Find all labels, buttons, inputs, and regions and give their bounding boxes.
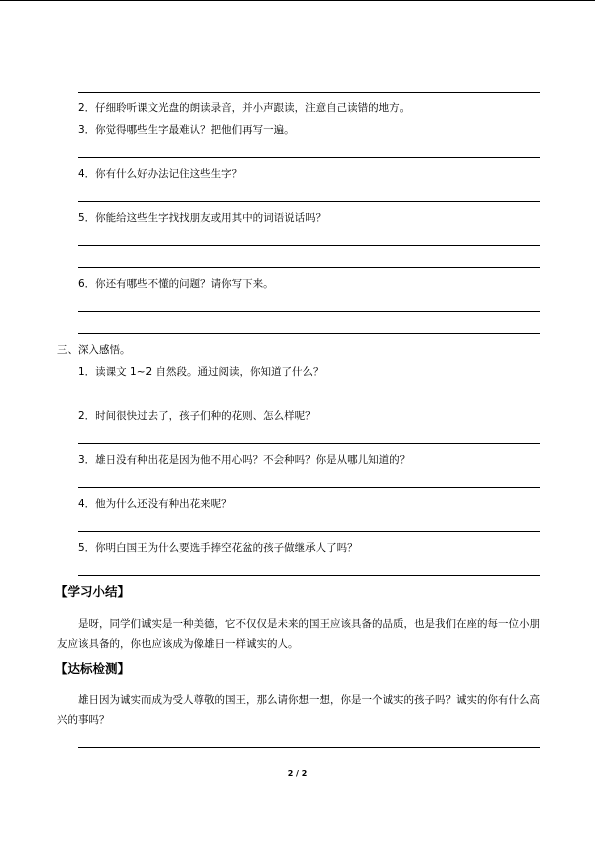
- section-3-item-5: 5．你明白国王为什么要选手捧空花盆的孩子做继承人了吗？: [78, 542, 358, 554]
- summary-heading: 【学习小结】: [55, 584, 131, 599]
- section-3-item-1: 1．读课文 1~2 自然段。通过阅读，你知道了什么？: [78, 366, 324, 378]
- section-3-item-2: 2．时间很快过去了，孩子们种的花则、怎么样呢？: [78, 410, 316, 422]
- question-3: 3．你觉得哪些生字最难认？把他们再写一遍。: [78, 124, 295, 136]
- section-3-item-3: 3．雄日没有种出花是因为他不用心吗？不会种吗？你是从哪儿知道的？: [78, 454, 411, 466]
- answer-line: [78, 575, 540, 576]
- answer-line: [78, 747, 540, 748]
- answer-line: [78, 201, 540, 202]
- answer-line: [78, 92, 540, 93]
- question-6: 6．你还有哪些不懂的问题？请你写下来。: [78, 278, 274, 290]
- answer-line: [78, 531, 540, 532]
- answer-line: [78, 487, 540, 488]
- page-number: 2 / 2: [287, 769, 308, 778]
- test-heading: 【达标检测】: [55, 661, 131, 676]
- section-3-title: 三、深入感悟。: [57, 344, 131, 356]
- answer-line: [78, 157, 540, 158]
- answer-line: [78, 333, 540, 334]
- answer-line: [78, 311, 540, 312]
- question-2: 2．仔细聆听课文光盘的朗读录音，并小声跟读，注意自己读错的地方。: [78, 102, 411, 114]
- question-4: 4．你有什么好办法记住这些生字？: [78, 168, 243, 180]
- test-paragraph: 雄日因为诚实而成为受人尊敬的国王，那么请你想一想，你是一个诚实的孩子吗？诚实的你有什么高兴的事吗？: [57, 694, 540, 726]
- section-3-item-4: 4．他为什么还没有种出花来呢？: [78, 498, 232, 510]
- answer-line: [78, 267, 540, 268]
- page-top-border: [0, 0, 595, 1]
- summary-paragraph: 是呀，同学们诚实是一种美德，它不仅仅是未来的国王应该具备的品质，也是我们在座的每一位小朋友应该具备的，你也应该成为像雄日一样诚实的人。: [57, 618, 540, 650]
- question-5: 5．你能给这些生字找找朋友或用其中的词语说话吗？: [78, 212, 327, 224]
- answer-line: [78, 443, 540, 444]
- answer-line: [78, 245, 540, 246]
